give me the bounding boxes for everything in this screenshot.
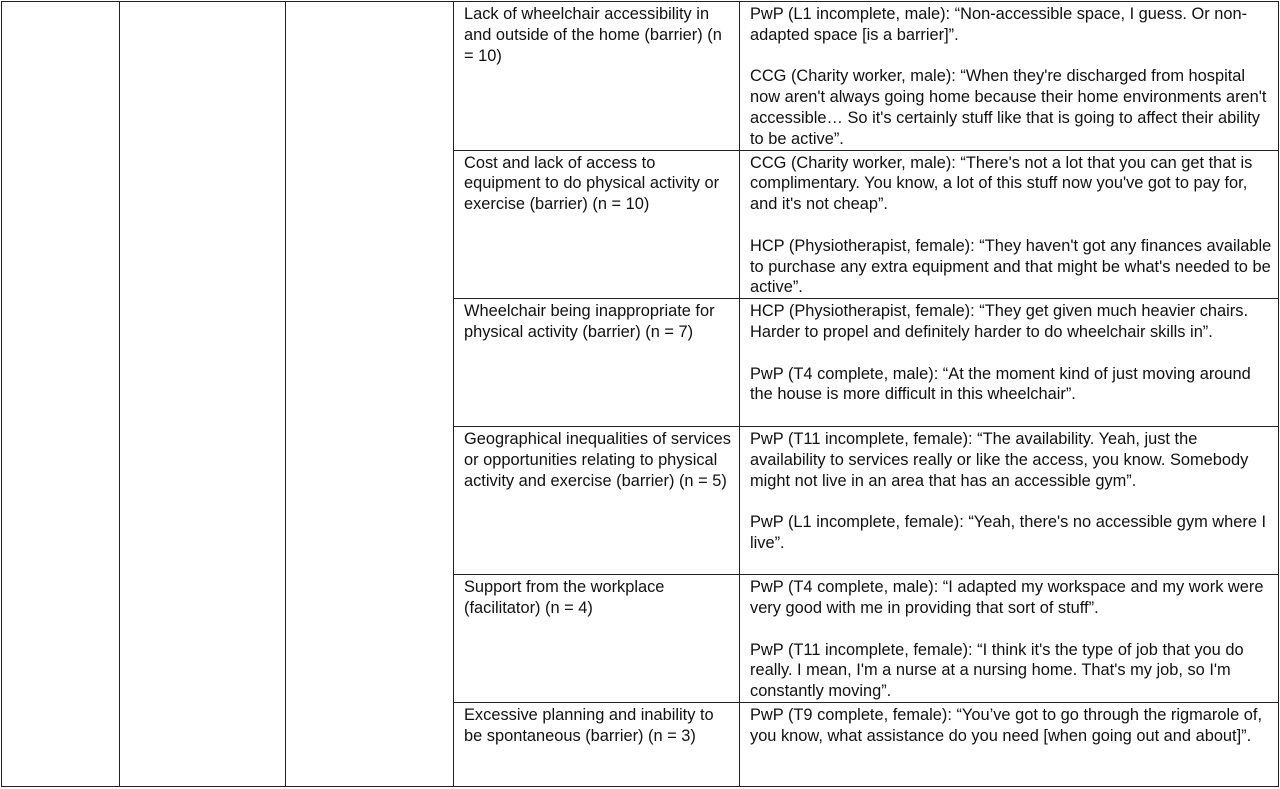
quote-text: PwP (T4 complete, male): “At the moment kind of just moving around the house is more difficult in this wheelchair”. [750, 364, 1251, 404]
quote-cell [740, 2, 1279, 151]
quote-cell [740, 299, 1279, 427]
theme-text: Geographical inequalities of services or opportunities relating to physical activity and exercise (barrier) (n = 5) [464, 430, 731, 490]
quote-text: PwP (T9 complete, female): “You’ve got to go through the rigmarole of, you know, what assistance do you need [when going out and about]”. [750, 706, 1263, 745]
quote-text: HCP (Physiotherapist, female): “They haven't got any finances available to purchase any extra equipment and that might be what's needed to be active”. [750, 236, 1272, 297]
themes-table [1, 1, 1279, 787]
themes-table-body [2, 2, 1279, 787]
quote-text: PwP (T11 incomplete, female): “The availability. Yeah, just the availability to services really or like the access, you know. Somebody might not live in an area that has an accessible gym”. [750, 430, 1249, 490]
theme-text: Cost and lack of access to equipment to do physical activity or exercise (barrier) (n = 10) [464, 153, 720, 214]
quote-text: PwP (L1 incomplete, female): “Yeah, there's no accessible gym where I live”. [750, 513, 1267, 553]
quote-cell [740, 703, 1279, 787]
empty-column-2-cell [120, 2, 286, 787]
quote-text: CCG (Charity worker, male): “There's not a lot that you can get that is complimentary. You know, a lot of this stuff now you've got to pay for, and it's not cheap”. [750, 153, 1253, 214]
quote-cell [740, 150, 1279, 299]
theme-cell [454, 575, 740, 703]
quote-cell [740, 575, 1279, 703]
quote-text: HCP (Physiotherapist, female): “They get given much heavier chairs. Harder to propel and definitely harder to do wheelchair skills in”. [750, 302, 1249, 341]
empty-column-1-cell [2, 2, 120, 787]
theme-text: Lack of wheelchair accessibility in and outside of the home (barrier) (n = 10) [464, 5, 722, 65]
table-row [2, 2, 1279, 151]
theme-text: Wheelchair being inappropriate for physical activity (barrier) (n = 7) [464, 302, 715, 341]
theme-cell [454, 427, 740, 575]
theme-text: Support from the workplace (facilitator) (n = 4) [464, 578, 665, 617]
theme-cell [454, 703, 740, 787]
theme-text: Excessive planning and inability to be spontaneous (barrier) (n = 3) [464, 706, 714, 745]
quote-text: PwP (T11 incomplete, female): “I think it's the type of job that you do really. I mean, I'm a nurse at a nursing home. That's my job, so I'm constantly moving”. [750, 640, 1244, 701]
theme-cell [454, 150, 740, 299]
quote-cell [740, 427, 1279, 575]
empty-column-3-cell [286, 2, 454, 787]
quote-text: CCG (Charity worker, male): “When they're discharged from hospital now aren't always going home because their home environments aren't accessible… So it's certainly stuff like that is going to affect their ability to be active”. [750, 67, 1267, 148]
theme-cell [454, 299, 740, 427]
theme-cell [454, 2, 740, 151]
quote-text: PwP (L1 incomplete, male): “Non-accessible space, I guess. Or non-adapted space [is a barrier]”. [750, 5, 1248, 44]
quote-text: PwP (T4 complete, male): “I adapted my workspace and my work were very good with me in providing that sort of stuff”. [750, 578, 1264, 617]
